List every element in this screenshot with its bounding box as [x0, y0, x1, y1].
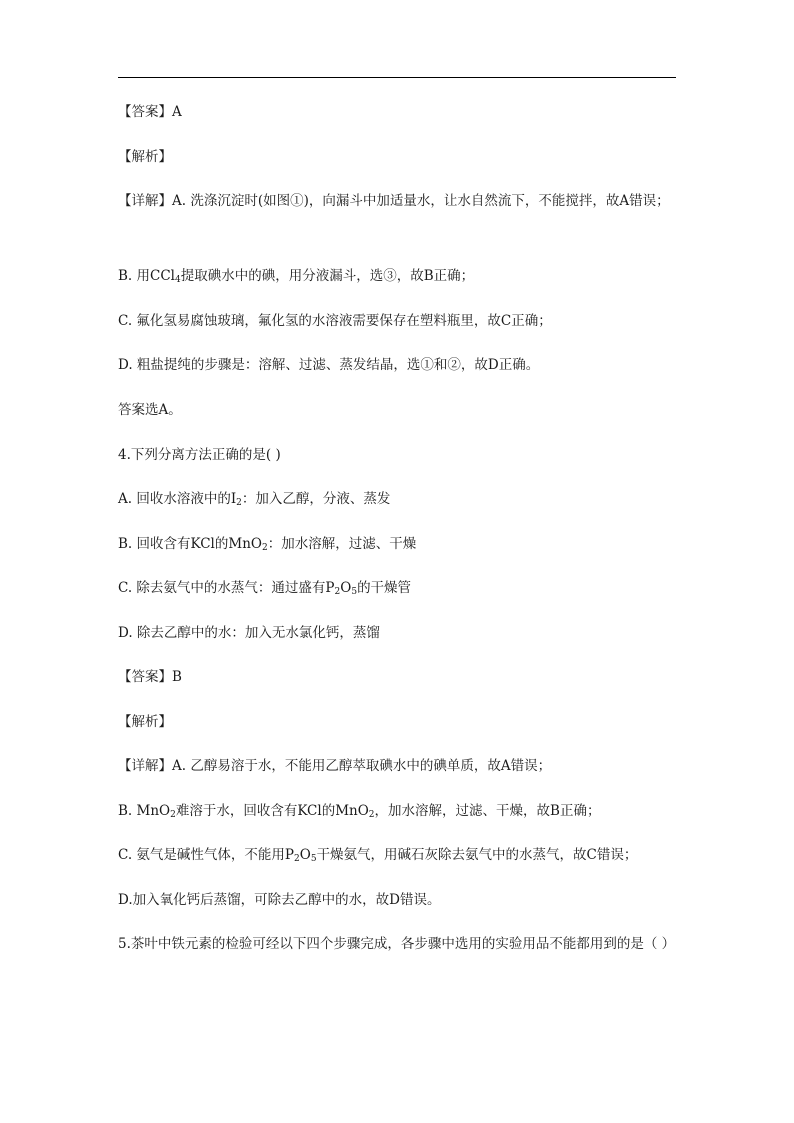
detail-1-d: D. 粗盐提纯的步骤是：溶解、过滤、蒸发结晶，选①和②，故D正确。 [118, 357, 540, 373]
analysis-label-1: 【解析】 [118, 149, 172, 165]
question-5: 5.茶叶中铁元素的检验可经以下四个步骤完成，各步骤中选用的实验用品不能都用到的是（ ） [118, 936, 676, 952]
question-4-option-a: A. 回收水溶液中的$I_2$：加入乙醇，分液、蒸发 [118, 491, 391, 508]
answer-label-1: 【答案】A [118, 104, 182, 120]
detail-1-c: C. 氟化氢易腐蚀玻璃，氟化氢的水溶液需要保存在塑料瓶里，故C正确； [118, 313, 552, 329]
question-4-option-d: D. 除去乙醇中的水：加入无水氯化钙，蒸馏 [118, 625, 380, 641]
detail-1-b: B. 用CCl$_4$提取碘水中的碘，用分液漏斗，选③，故B正确； [118, 268, 475, 285]
analysis-label-2: 【解析】 [118, 714, 172, 730]
detail-1: 【详解】A. 洗涤沉淀时(如图①)，向漏斗中加适量水，让水自然流下，不能搅拌，故A错误； [118, 193, 670, 209]
detail-2: 【详解】A. 乙醇易溶于水，不能用乙醇萃取碘水中的碘单质，故A错误； [118, 758, 552, 774]
detail-2-c: C. 氨气是碱性气体，不能用$P_2O_5$干燥氨气，用碱石灰除去氨气中的水蒸气，故C错误； [118, 847, 638, 864]
detail-2-d: D.加入氧化钙后蒸馏，可除去乙醇中的水，故D错误。 [118, 892, 441, 908]
answer-label-2: 【答案】B [118, 669, 182, 685]
detail-2-b: B. MnO$_2$难溶于水，回收含有KCl的MnO$_2$，加水溶解，过滤、干燥，故B正确； [118, 803, 601, 820]
conclusion-1: 答案选A。 [118, 402, 182, 418]
question-4-option-b: B. 回收含有KCl的MnO$_2$：加水溶解，过滤、干燥 [118, 536, 417, 553]
question-4-option-c: C. 除去氨气中的水蒸气：通过盛有$P_2O_5$的干燥管 [118, 580, 412, 597]
question-4: 4.下列分离方法正确的是( ) [118, 447, 281, 463]
header-rule [118, 77, 676, 78]
